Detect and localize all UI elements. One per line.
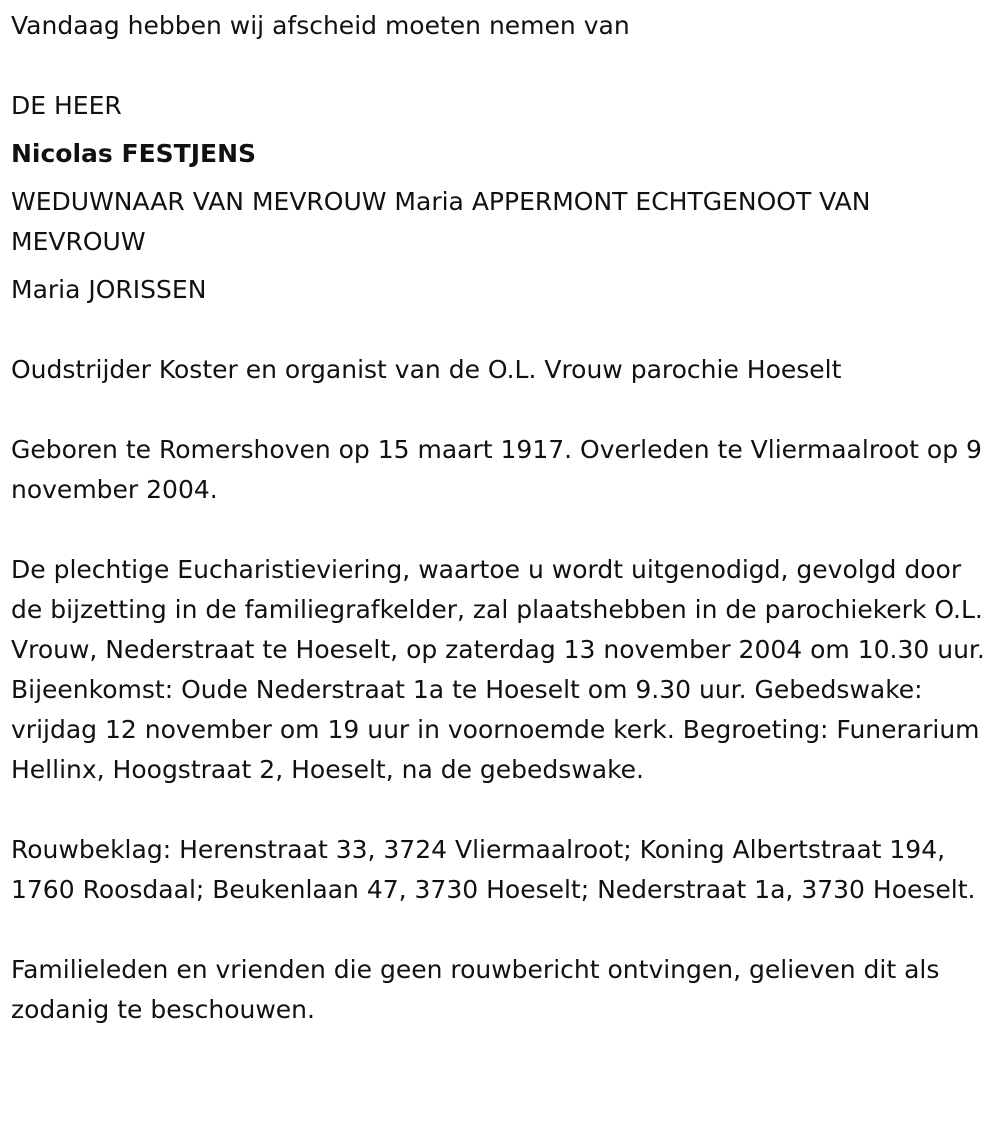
relation-line-1: WEDUWNAAR VAN MEVROUW Maria APPERMONT ECHTGENOOT VAN MEVROUW [11, 187, 871, 256]
intro-text: Vandaag hebben wij afscheid moeten nemen van [11, 11, 630, 40]
spacer [11, 174, 1000, 182]
ceremony-text: De plechtige Eucharistieviering, waartoe u wordt uitgenodigd, gevolgd door de bijzetting in de familiegrafkelder, zal plaatshebben in de parochiekerk O.L. Vrouw, Nederstraat te Hoeselt, op zaterdag 13 november 2004 om 10.30 uur. Bijeenkomst: Oude Nederstraat 1a te Hoeselt om 9.30 uur. Gebedswake: vrijdag 12 november om 19 uur in voornoemde kerk. Begroeting: Funerarium Hellinx, Hoogstraat 2, Hoeselt, na de gebedswake. [11, 555, 985, 784]
condolence-text: Rouwbeklag: Herenstraat 33, 3724 Vliermaalroot; Koning Albertstraat 194, 1760 Roosdaal; Beukenlaan 47, 3730 Hoeselt; Nederstraat 1a, 3730 Hoeselt. [11, 835, 976, 904]
deceased-name: Nicolas FESTJENS [11, 139, 257, 168]
spacer [11, 126, 1000, 134]
spacer [11, 46, 1000, 86]
spacer [11, 262, 1000, 270]
spacer [11, 310, 1000, 350]
spacer [11, 510, 1000, 550]
spacer [11, 790, 1000, 830]
spacer [11, 390, 1000, 430]
spacer [11, 910, 1000, 950]
closing-text: Familieleden en vrienden die geen rouwbericht ontvingen, gelieven dit als zodanig te beschouwen. [11, 955, 940, 1024]
relation-line-2: Maria JORISSEN [11, 275, 207, 304]
role-text: Oudstrijder Koster en organist van de O.L. Vrouw parochie Hoeselt [11, 355, 842, 384]
salutation: DE HEER [11, 91, 122, 120]
birth-death-text: Geboren te Romershoven op 15 maart 1917. Overleden te Vliermaalroot op 9 november 2004. [11, 435, 982, 504]
